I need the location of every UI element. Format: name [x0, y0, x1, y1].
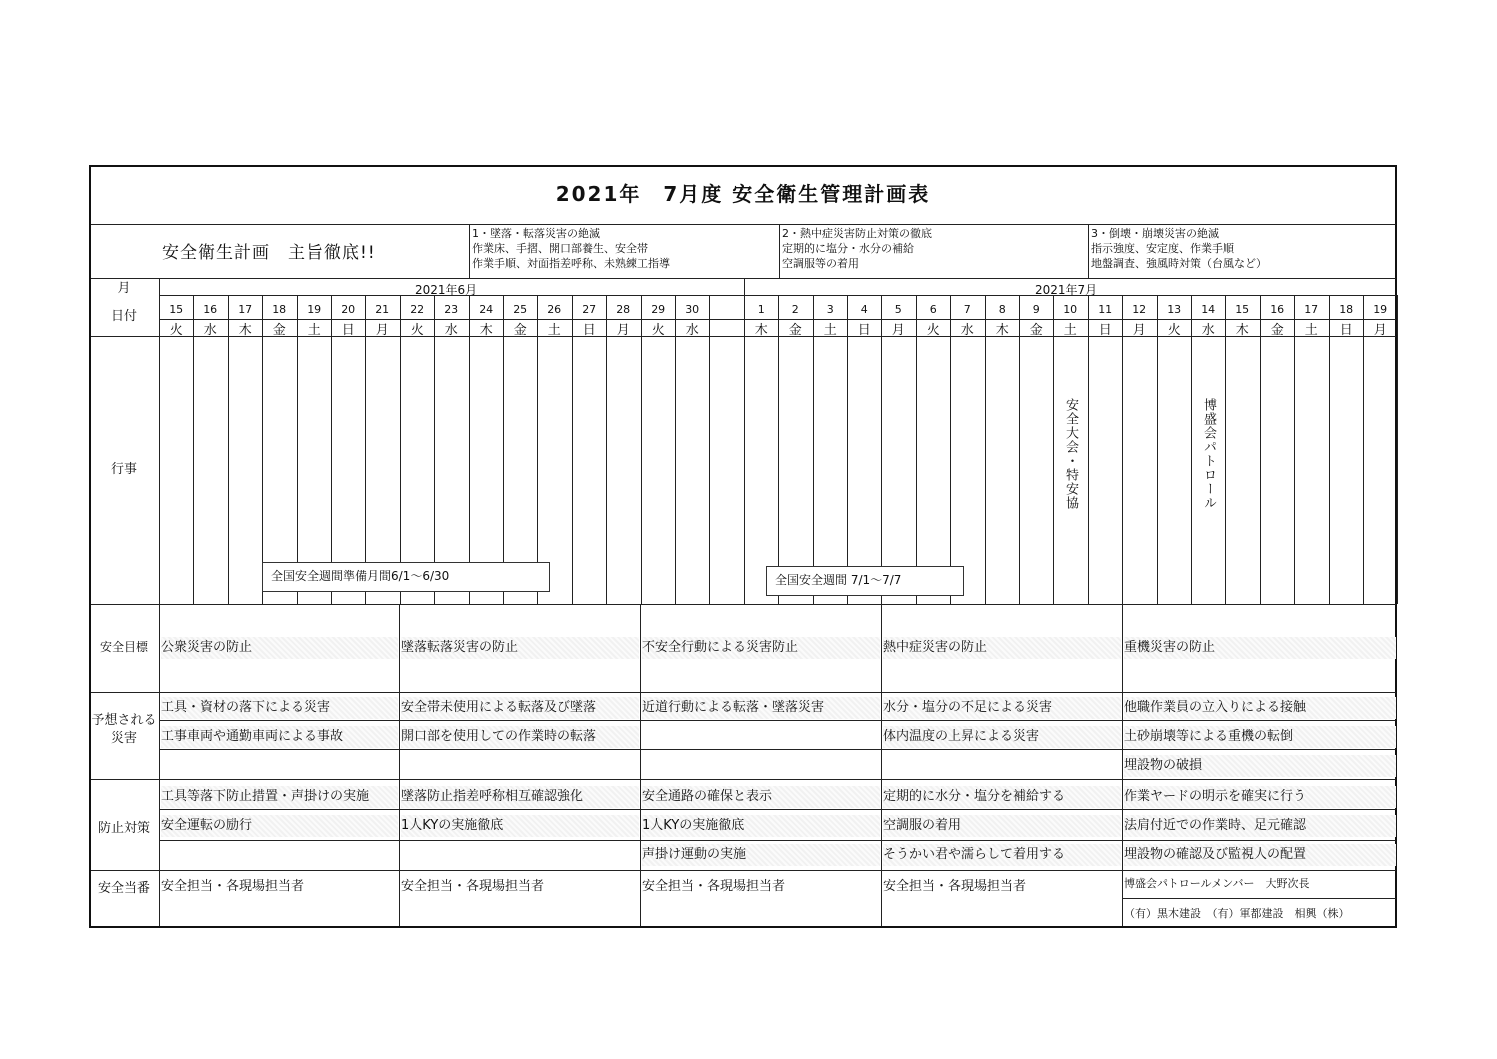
day-number: 26 — [547, 303, 562, 316]
grid-line — [744, 295, 745, 604]
grid-line — [537, 295, 538, 604]
grid-line — [159, 840, 1396, 841]
day-number: 11 — [1098, 303, 1113, 316]
prevention-measure: 工具等落下防止措置・声掛けの実施 — [161, 786, 398, 808]
grid-line — [1019, 295, 1020, 604]
predicted-hazard: 体内温度の上昇による災害 — [883, 726, 1121, 748]
predicted-hazard: 他職作業員の立入りによる接触 — [1124, 697, 1396, 719]
prevention-measure: 声掛け運動の実施 — [642, 844, 880, 866]
grid-line — [1157, 295, 1158, 604]
prevention-measure: 安全通路の確保と表示 — [642, 786, 880, 808]
policy-1-line: 作業手順、対面指差呼称、未熟練工指導 — [472, 257, 670, 270]
grid-line — [1053, 295, 1054, 604]
grid-line — [572, 295, 573, 604]
date-label: 日付 — [110, 309, 137, 324]
day-weekday: 金 — [513, 323, 527, 338]
grid-line — [778, 295, 779, 604]
day-weekday: 月 — [1373, 323, 1387, 338]
person-in-charge: 博盛会パトロールメンバー 大野次長 — [1124, 877, 1310, 890]
grid-line — [1225, 295, 1226, 604]
predicted-hazard: 工事車両や通勤車両による事故 — [161, 726, 398, 748]
grid-line — [159, 809, 1396, 810]
grid-line — [91, 604, 1396, 605]
safety-goal: 熱中症災害の防止 — [883, 637, 1121, 659]
prevention-measure: 1人KYの実施徹底 — [401, 815, 639, 837]
day-weekday: 土 — [1063, 323, 1077, 338]
day-weekday: 水 — [685, 323, 699, 338]
grid-line — [297, 295, 298, 604]
safety-goal: 重機災害の防止 — [1124, 637, 1396, 659]
motto-text: 安全衛生計画 主旨徹底!! — [162, 243, 376, 263]
day-weekday: 月 — [1132, 323, 1146, 338]
day-weekday: 金 — [788, 323, 802, 338]
july-header: 2021年7月 — [1035, 283, 1098, 297]
grid-line — [847, 295, 848, 604]
day-number: 12 — [1132, 303, 1147, 316]
day-weekday: 木 — [238, 323, 252, 338]
day-number: 9 — [1032, 303, 1040, 316]
day-number: 1 — [757, 303, 765, 316]
day-weekday: 土 — [307, 323, 321, 338]
predicted-hazard: 近道行動による転落・墜落災害 — [642, 697, 880, 719]
grid-line — [1260, 295, 1261, 604]
june-safety-week-text: 全国安全週間準備月間6/1～6/30 — [271, 569, 450, 583]
day-weekday: 木 — [479, 323, 493, 338]
day-number: 4 — [860, 303, 868, 316]
grid-line — [709, 295, 710, 604]
predicted-hazard: 水分・塩分の不足による災害 — [883, 697, 1121, 719]
day-number: 19 — [1373, 303, 1388, 316]
policy-3-line: 3・倒壊・崩壊災害の絶滅 — [1091, 227, 1219, 240]
day-number: 17 — [1304, 303, 1319, 316]
grid-line — [881, 604, 882, 926]
policy-2-line: 定期的に塩分・水分の補給 — [782, 242, 914, 255]
day-weekday: 土 — [547, 323, 561, 338]
day-number: 25 — [513, 303, 528, 316]
prevention-measure: 空調服の着用 — [883, 815, 1121, 837]
day-weekday: 金 — [272, 323, 286, 338]
july-safety-week-text: 全国安全週間 7/1～7/7 — [775, 573, 902, 587]
month-label: 月 — [117, 281, 131, 296]
grid-line — [1122, 898, 1396, 899]
day-number: 30 — [685, 303, 700, 316]
day-number: 27 — [582, 303, 597, 316]
day-number: 21 — [375, 303, 390, 316]
policy-3-line: 指示強度、安定度、作業手順 — [1091, 242, 1234, 255]
prevention-measure: 法肩付近での作業時、足元確認 — [1124, 815, 1396, 837]
predicted-hazard: 開口部を使用しての作業時の転落 — [401, 726, 639, 748]
day-weekday: 土 — [823, 323, 837, 338]
day-number: 10 — [1063, 303, 1078, 316]
grid-line — [779, 224, 780, 278]
day-weekday: 土 — [1304, 323, 1318, 338]
day-weekday: 水 — [1201, 323, 1215, 338]
day-number: 6 — [929, 303, 937, 316]
grid-line — [1294, 295, 1295, 604]
day-weekday: 日 — [1098, 323, 1112, 338]
grid-line — [159, 278, 160, 926]
grid-line — [228, 295, 229, 604]
day-number: 14 — [1201, 303, 1216, 316]
goal-label: 安全目標 — [99, 640, 148, 654]
day-weekday: 水 — [960, 323, 974, 338]
grid-line — [1088, 295, 1089, 604]
day-weekday: 木 — [754, 323, 768, 338]
day-number: 8 — [998, 303, 1006, 316]
events-label: 行事 — [110, 462, 137, 477]
day-number: 13 — [1167, 303, 1182, 316]
day-number: 19 — [307, 303, 322, 316]
grid-line — [503, 295, 504, 604]
grid-line — [641, 295, 642, 604]
grid-line — [881, 295, 882, 604]
page-title: 2021年 7月度 安全衛生管理計画表 — [555, 182, 931, 206]
prevention-measure: 安全運転の励行 — [161, 815, 398, 837]
day-number: 15 — [1235, 303, 1250, 316]
day-weekday: 月 — [375, 323, 389, 338]
safety-goal: 公衆災害の防止 — [161, 637, 398, 659]
person-in-charge: 安全担当・各現場担当者 — [401, 879, 545, 894]
day-number: 24 — [479, 303, 494, 316]
day-weekday: 水 — [203, 323, 217, 338]
predicted-hazard: 工具・資材の落下による災害 — [161, 697, 398, 719]
day-weekday: 金 — [1270, 323, 1284, 338]
day-number: 3 — [826, 303, 834, 316]
day-weekday: 火 — [169, 323, 183, 338]
person-in-charge: 安全担当・各現場担当者 — [161, 879, 305, 894]
grid-line — [469, 224, 470, 278]
policy-2 — [782, 226, 932, 271]
grid-line — [331, 295, 332, 604]
grid-line — [365, 295, 366, 604]
day-weekday: 金 — [1029, 323, 1043, 338]
grid-line — [985, 295, 986, 604]
grid-line — [91, 870, 1396, 871]
grid-line — [640, 604, 641, 926]
grid-line — [1397, 295, 1398, 604]
policy-3-line: 地盤調査、強風時対策（台風など） — [1091, 257, 1267, 270]
person-in-charge: （有）黒木建設 （有）軍都建設 相興（株） — [1124, 907, 1350, 920]
day-number: 29 — [651, 303, 666, 316]
day-number: 16 — [1270, 303, 1285, 316]
july-safety-week-box — [766, 566, 964, 596]
grid-line — [606, 295, 607, 604]
person-in-charge: 安全担当・各現場担当者 — [883, 879, 1027, 894]
grid-line — [1329, 295, 1330, 604]
day-number: 28 — [616, 303, 631, 316]
day-number: 5 — [894, 303, 902, 316]
grid-line — [1122, 295, 1123, 604]
day-number: 16 — [203, 303, 218, 316]
day-number: 7 — [963, 303, 971, 316]
prevention-measure: 埋設物の確認及び監視人の配置 — [1124, 844, 1396, 866]
policy-2-line: 2・熱中症災害防止対策の徹底 — [782, 227, 932, 240]
grid-line — [1191, 295, 1192, 604]
june-safety-week-box — [262, 562, 550, 592]
grid-line — [469, 295, 470, 604]
day-number: 22 — [410, 303, 425, 316]
day-number: 17 — [238, 303, 253, 316]
day-weekday: 月 — [891, 323, 905, 338]
prevention-measure: 定期的に水分・塩分を補給する — [883, 786, 1121, 808]
safety-goal: 不安全行動による災害防止 — [642, 637, 880, 659]
day-weekday: 木 — [1235, 323, 1249, 338]
day-weekday: 火 — [926, 323, 940, 338]
june-header: 2021年6月 — [415, 283, 478, 297]
event-vertical-text: 博盛会パトロール — [1201, 398, 1216, 510]
policy-1 — [472, 226, 670, 271]
day-weekday: 木 — [995, 323, 1009, 338]
day-weekday: 日 — [1339, 323, 1353, 338]
day-number: 18 — [1339, 303, 1354, 316]
day-weekday: 月 — [616, 323, 630, 338]
grid-line — [262, 295, 263, 604]
predicted-hazard: 埋設物の破損 — [1124, 755, 1396, 777]
event-vertical-text: 安全大会・特安協 — [1063, 398, 1078, 510]
person-in-charge: 安全担当・各現場担当者 — [642, 879, 786, 894]
grid-line — [675, 295, 676, 604]
prevention-measure: 作業ヤードの明示を確実に行う — [1124, 786, 1396, 808]
grid-line — [950, 295, 951, 604]
day-number: 2 — [791, 303, 799, 316]
day-weekday: 日 — [341, 323, 355, 338]
day-weekday: 火 — [410, 323, 424, 338]
day-weekday: 火 — [1167, 323, 1181, 338]
prevention-measure: 墜落防止指差呼称相互確認強化 — [401, 786, 639, 808]
day-weekday: 日 — [857, 323, 871, 338]
grid-line — [744, 278, 745, 295]
grid-line — [91, 779, 1396, 780]
day-number: 20 — [341, 303, 356, 316]
grid-line — [91, 692, 1396, 693]
predicted-hazard: 安全帯未使用による転落及び墜落 — [401, 697, 639, 719]
day-number: 18 — [272, 303, 287, 316]
policy-1-line: 作業床、手摺、開口部養生、安全帯 — [472, 242, 648, 255]
safety-goal: 墜落転落災害の防止 — [401, 637, 639, 659]
prevention-label: 防止対策 — [97, 821, 150, 836]
predicted-hazard: 土砂崩壊等による重機の転倒 — [1124, 726, 1396, 748]
prevention-measure: 1人KYの実施徹底 — [642, 815, 880, 837]
hazard-label: 予想される災害 — [91, 713, 157, 746]
policy-3 — [1091, 226, 1267, 271]
person-label: 安全当番 — [97, 881, 150, 896]
day-weekday: 火 — [651, 323, 665, 338]
plan-table-frame — [89, 165, 1397, 928]
grid-line — [813, 295, 814, 604]
day-number: 23 — [444, 303, 459, 316]
grid-line — [1122, 604, 1123, 926]
grid-line — [400, 295, 401, 604]
grid-line — [1122, 720, 1396, 721]
grid-line — [1363, 295, 1364, 604]
grid-line — [399, 604, 400, 926]
policy-2-line: 空調服等の着用 — [782, 257, 859, 270]
prevention-measure: そうかい君や濡らして着用する — [883, 844, 1121, 866]
policy-1-line: 1・墜落・転落災害の絶滅 — [472, 227, 600, 240]
grid-line — [1088, 224, 1089, 278]
grid-line — [1122, 749, 1396, 750]
grid-line — [193, 295, 194, 604]
grid-line — [91, 224, 1396, 225]
grid-line — [434, 295, 435, 604]
day-weekday: 日 — [582, 323, 596, 338]
grid-line — [916, 295, 917, 604]
day-number: 15 — [169, 303, 184, 316]
day-weekday: 水 — [444, 323, 458, 338]
